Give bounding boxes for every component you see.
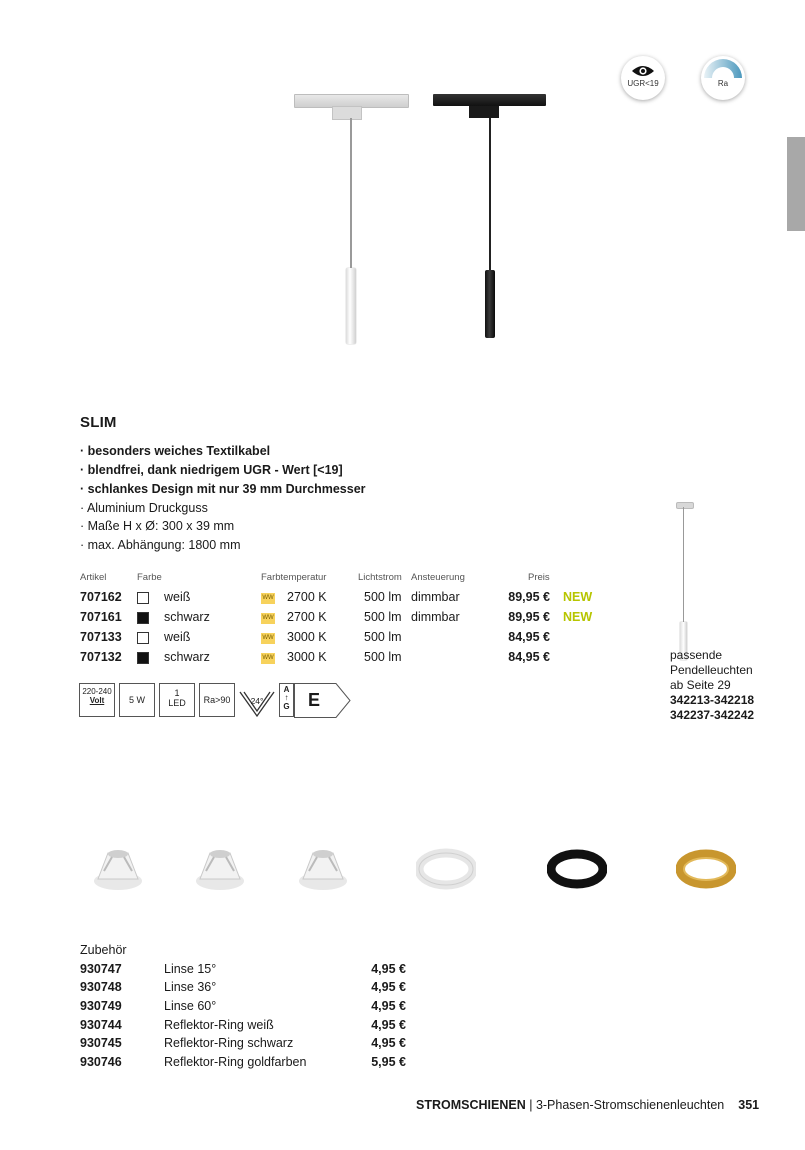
warm-white-icon: WW xyxy=(261,633,275,644)
color-temperature: 3000 K xyxy=(287,630,327,644)
accessory-number: 930744 xyxy=(80,1018,122,1032)
header-farbtemperatur: Farbtemperatur xyxy=(261,572,327,583)
ra-value: Ra>90 xyxy=(203,695,231,705)
new-badge: NEW xyxy=(563,590,593,604)
lens-36-image xyxy=(192,845,248,893)
feature-2: · Maße H x Ø: 300 x 39 mm xyxy=(80,519,235,533)
wattage-icon xyxy=(119,683,155,717)
led-label: LED xyxy=(168,698,186,708)
header-artikel: Artikel xyxy=(80,572,107,583)
color-swatch xyxy=(137,632,149,644)
price: 89,95 € xyxy=(508,610,550,624)
color-temperature: 2700 K xyxy=(287,610,327,624)
feature-bold-1: · besonders weiches Textilkabel xyxy=(80,444,271,458)
ring-black-image xyxy=(547,848,607,890)
side-note-range-1: 342213-342218 xyxy=(670,693,755,707)
ra-arc-icon xyxy=(701,56,745,80)
energy-scale-top: A xyxy=(283,685,290,694)
luminous-flux: 500 lm xyxy=(364,610,402,624)
header-farbe: Farbe xyxy=(137,572,162,583)
ring-gold-image xyxy=(676,848,736,890)
footer-subtitle: 3-Phasen-Stromschienenleuchten xyxy=(535,1098,725,1112)
energy-class-value: E xyxy=(308,690,321,710)
energy-class-icon xyxy=(294,683,352,723)
article-number: 707133 xyxy=(80,630,122,644)
header-ansteuerung: Ansteuerung xyxy=(411,572,465,583)
warm-white-icon: WW xyxy=(261,593,275,604)
energy-scale-icon: A ↑ G xyxy=(279,683,294,717)
list-item xyxy=(0,999,805,1018)
lens-15-image xyxy=(90,845,146,893)
ring-white-image xyxy=(416,848,476,890)
warm-white-icon: WW xyxy=(261,613,275,624)
article-number: 707162 xyxy=(80,590,122,604)
footer-section: STROMSCHIENEN xyxy=(416,1098,526,1112)
beam-angle-icon xyxy=(239,683,275,717)
luminous-flux: 500 lm xyxy=(364,650,402,664)
wattage-value: 5 W xyxy=(128,695,145,705)
warm-white-icon: WW xyxy=(261,653,275,664)
accessory-description: Reflektor-Ring schwarz xyxy=(164,1036,294,1050)
voltage-range: 220-240 xyxy=(82,687,112,696)
ugr-badge xyxy=(621,56,665,100)
side-note-range-2: 342237-342242 xyxy=(670,708,755,722)
accessories-heading: Zubehör xyxy=(80,943,127,957)
color-name: schwarz xyxy=(164,650,210,664)
color-swatch xyxy=(137,612,149,624)
table-row xyxy=(0,590,805,610)
accessory-description: Linse 60° xyxy=(164,999,217,1013)
color-temperature: 2700 K xyxy=(287,590,327,604)
led-count: 1 xyxy=(174,688,180,698)
side-note-line-2: Pendelleuchten xyxy=(670,663,753,677)
accessory-price: 4,95 € xyxy=(371,999,406,1013)
accessory-price: 4,95 € xyxy=(371,1018,406,1032)
accessory-number: 930748 xyxy=(80,980,122,994)
side-note-line-3: ab Seite 29 xyxy=(670,678,731,692)
section-tab-marker xyxy=(787,137,805,231)
accessory-number: 930749 xyxy=(80,999,122,1013)
accessory-price: 4,95 € xyxy=(371,980,406,994)
accessory-price: 4,95 € xyxy=(371,1036,406,1050)
color-name: schwarz xyxy=(164,610,210,624)
list-item xyxy=(0,980,805,999)
accessory-price: 4,95 € xyxy=(371,962,406,976)
ra-icon xyxy=(199,683,235,717)
accessory-description: Linse 15° xyxy=(164,962,217,976)
product-title: SLIM xyxy=(80,414,117,431)
ugr-badge-label: UGR<19 xyxy=(627,79,659,88)
header-preis: Preis xyxy=(528,572,550,583)
feature-bold-3: · schlankes Design mit nur 39 mm Durchmesser xyxy=(80,482,366,496)
accessory-price: 5,95 € xyxy=(371,1055,406,1069)
voltage-icon xyxy=(79,683,115,717)
ra-badge xyxy=(701,56,745,100)
side-note-line-1: passende xyxy=(670,648,723,662)
control-type: dimmbar xyxy=(411,610,460,624)
eye-icon xyxy=(631,64,655,78)
luminous-flux: 500 lm xyxy=(364,630,402,644)
footer-separator: | xyxy=(525,1098,536,1112)
energy-scale-bottom: G xyxy=(283,702,290,711)
list-item xyxy=(0,1036,805,1055)
beam-angle-value: 24° xyxy=(250,696,264,706)
list-item xyxy=(0,1018,805,1037)
page-number: 351 xyxy=(738,1098,760,1112)
article-number: 707161 xyxy=(80,610,122,624)
control-type: dimmbar xyxy=(411,590,460,604)
accessory-number: 930747 xyxy=(80,962,122,976)
accessory-description: Reflektor-Ring goldfarben xyxy=(164,1055,307,1069)
feature-bold-2: · blendfrei, dank niedrigem UGR - Wert [<19] xyxy=(80,463,343,477)
luminous-flux: 500 lm xyxy=(364,590,402,604)
header-lichtstrom: Lichtstrom xyxy=(358,572,402,583)
color-name: weiß xyxy=(164,590,191,604)
color-swatch xyxy=(137,652,149,664)
voltage-unit: Volt xyxy=(89,696,105,705)
new-badge: NEW xyxy=(563,610,593,624)
ra-badge-label: Ra xyxy=(717,79,729,88)
lens-60-image xyxy=(295,845,351,893)
feature-1: · Aluminium Druckguss xyxy=(80,501,208,515)
accessory-number: 930745 xyxy=(80,1036,122,1050)
feature-3: · max. Abhängung: 1800 mm xyxy=(80,538,241,552)
accessory-description: Reflektor-Ring weiß xyxy=(164,1018,274,1032)
page-footer xyxy=(416,1098,759,1112)
accessory-number: 930746 xyxy=(80,1055,122,1069)
article-number: 707132 xyxy=(80,650,122,664)
list-item xyxy=(0,1055,805,1074)
color-temperature: 3000 K xyxy=(287,650,327,664)
color-name: weiß xyxy=(164,630,191,644)
led-icon xyxy=(159,683,195,717)
list-item xyxy=(0,962,805,981)
color-swatch xyxy=(137,592,149,604)
price: 89,95 € xyxy=(508,590,550,604)
price: 84,95 € xyxy=(508,650,550,664)
accessory-description: Linse 36° xyxy=(164,980,217,994)
price: 84,95 € xyxy=(508,630,550,644)
